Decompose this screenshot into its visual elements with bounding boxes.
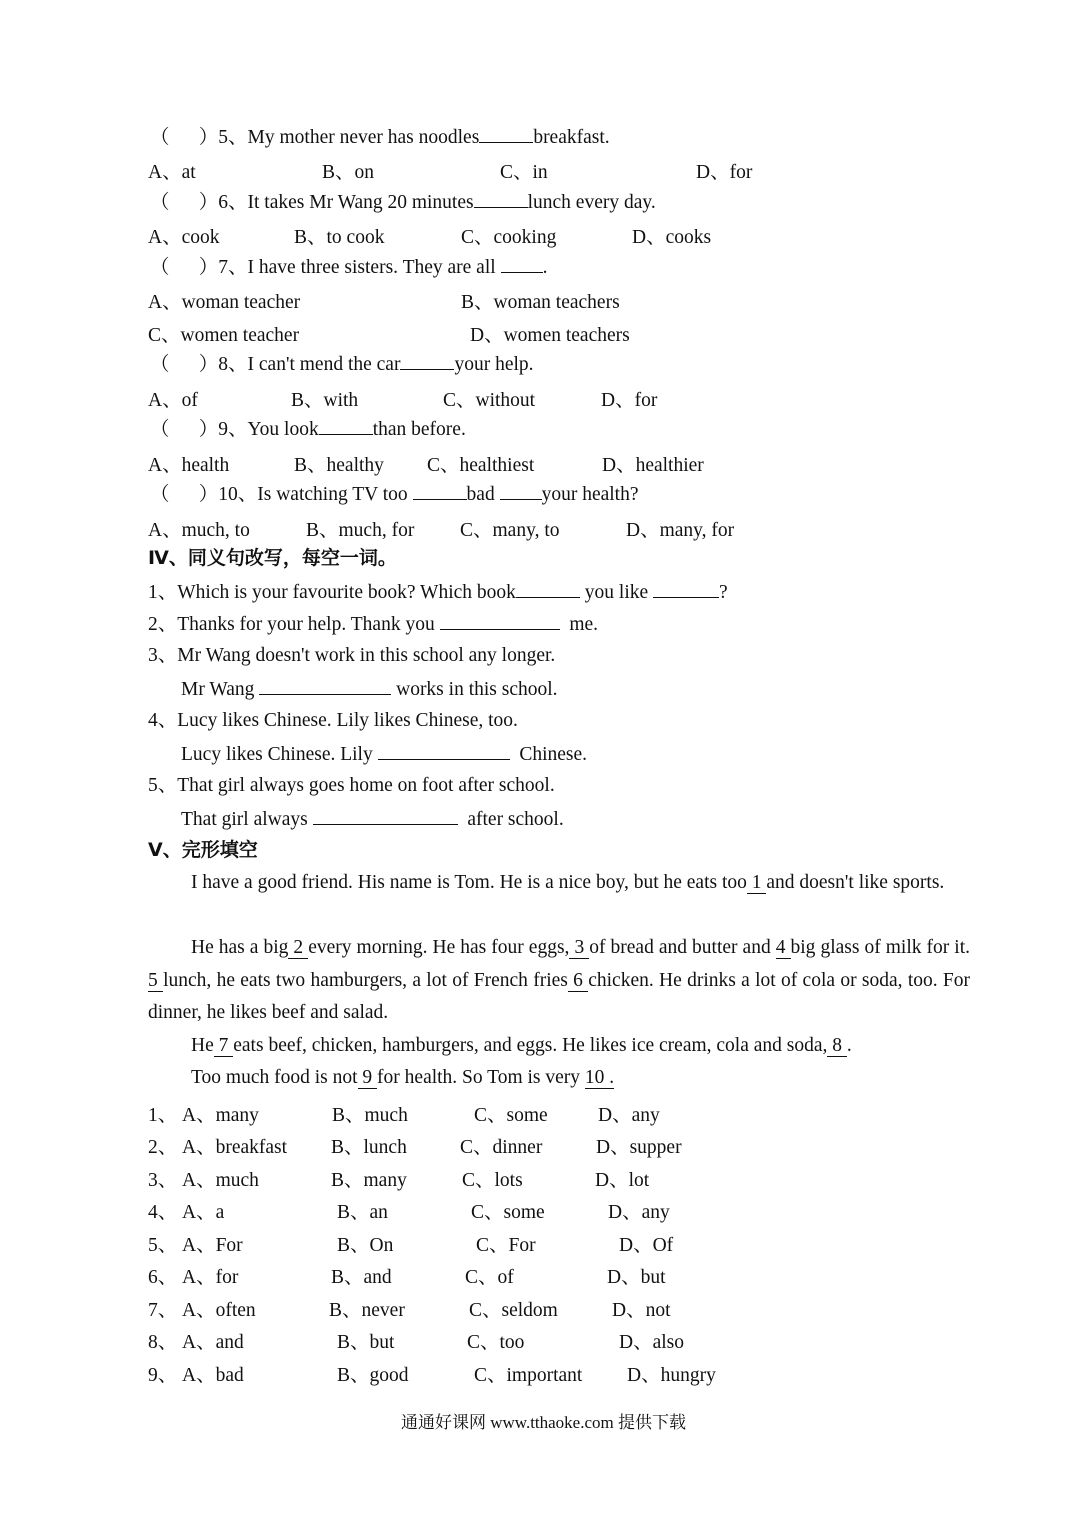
choice-number: 8、 xyxy=(148,1332,178,1353)
answer-blank[interactable] xyxy=(501,254,543,273)
option-a: A、many xyxy=(182,1105,259,1126)
option-d: D、not xyxy=(612,1300,671,1321)
answer-blank[interactable] xyxy=(474,189,528,208)
choice-number: 2、 xyxy=(148,1137,178,1158)
choice-number: 5、 xyxy=(148,1235,178,1256)
option-c: C、women teacher xyxy=(148,325,300,346)
rewrite-item-2: 2、Thanks for your help. Thank you me. xyxy=(148,611,598,635)
answer-paren: （ ）10、 xyxy=(150,484,258,505)
option-c: C、of xyxy=(465,1267,514,1288)
option-a: A、a xyxy=(182,1202,225,1223)
answer-blank[interactable] xyxy=(378,741,510,760)
choice-number: 3、 xyxy=(148,1170,178,1191)
option-b: B、woman teachers xyxy=(461,292,620,313)
option-a: A、bad xyxy=(182,1365,244,1386)
cloze-blank-9[interactable]: 9 xyxy=(357,1067,378,1088)
cloze-paragraph-4: Too much food is not 9 for health. So Tom is very 10 . xyxy=(191,1067,615,1088)
option-b: B、much, for xyxy=(306,520,415,541)
option-a: A、often xyxy=(182,1300,256,1321)
option-c: C、some xyxy=(471,1202,545,1223)
option-a: A、For xyxy=(182,1235,243,1256)
choice-number: 4、 xyxy=(148,1202,178,1223)
cloze-paragraph-2: He has a big 2 every morning. He has four eggs, 3 of bread and butter and 4 big glass of milk for it. 5 lunch, he eats two hamburgers, a lot of French fries 6 chicken. He drinks a lot of cola or soda, too. For dinner, he likes beef and salad. xyxy=(148,937,971,1023)
cloze-blank-8[interactable]: 8 xyxy=(827,1035,847,1056)
option-b: B、and xyxy=(331,1267,392,1288)
cloze-blank-4[interactable]: 4 xyxy=(775,937,791,958)
rewrite-item-3-target: Mr Wang works in this school. xyxy=(181,676,558,700)
section-5-heading: Ⅴ、完形填空 xyxy=(148,839,258,861)
question-5: （ ）5、My mother never has noodles breakfast. xyxy=(150,124,610,148)
option-c: C、cooking xyxy=(461,227,557,248)
option-d: D、for xyxy=(601,390,658,411)
option-a: A、and xyxy=(182,1332,244,1353)
answer-blank[interactable] xyxy=(400,351,454,370)
option-b: B、much xyxy=(332,1105,408,1126)
option-d: D、supper xyxy=(596,1137,682,1158)
rewrite-item-3: 3、Mr Wang doesn't work in this school any longer. xyxy=(148,645,556,666)
option-b: B、healthy xyxy=(294,455,384,476)
answer-paren: （ ）6、 xyxy=(150,192,248,213)
rewrite-item-5: 5、That girl always goes home on foot after school. xyxy=(148,775,555,796)
cloze-blank-6[interactable]: 6 xyxy=(567,969,589,991)
answer-paren: （ ）8、 xyxy=(150,354,248,375)
option-a: A、woman teacher xyxy=(148,292,301,313)
option-a: A、breakfast xyxy=(182,1137,288,1158)
answer-blank[interactable] xyxy=(500,481,542,500)
cloze-paragraph-3: He 7 eats beef, chicken, hamburgers, and eggs. He likes ice cream, cola and soda, 8 . xyxy=(191,1035,852,1056)
cloze-blank-7[interactable]: 7 xyxy=(213,1035,234,1056)
question-9: （ ）9、You look than before. xyxy=(150,416,466,440)
answer-blank[interactable] xyxy=(259,676,391,695)
option-d: D、Of xyxy=(619,1235,674,1256)
option-c: C、too xyxy=(467,1332,525,1353)
option-d: D、healthier xyxy=(602,455,704,476)
option-a: A、much xyxy=(182,1170,259,1191)
option-b: B、to cook xyxy=(294,227,385,248)
rewrite-item-4-target: Lucy likes Chinese. Lily Chinese. xyxy=(181,741,587,765)
option-d: D、but xyxy=(607,1267,666,1288)
cloze-blank-10[interactable]: 10 xyxy=(584,1067,605,1088)
question-6: （ ）6、It takes Mr Wang 20 minutes lunch every day. xyxy=(150,189,656,213)
choice-number: 6、 xyxy=(148,1267,178,1288)
question-7: （ ）7、I have three sisters. They are all . xyxy=(150,254,547,278)
option-b: B、many xyxy=(331,1170,407,1191)
option-d: D、many, for xyxy=(626,520,735,541)
answer-paren: （ ）7、 xyxy=(150,257,248,278)
section-4-heading: Ⅳ、同义句改写，每空一词。 xyxy=(148,547,397,569)
choice-number: 7、 xyxy=(148,1300,178,1321)
cloze-blank-5[interactable]: 5 xyxy=(148,969,164,991)
option-c: C、healthiest xyxy=(427,455,535,476)
answer-paren: （ ）9、 xyxy=(150,419,248,440)
option-c: C、seldom xyxy=(469,1300,558,1321)
option-b: B、On xyxy=(337,1235,394,1256)
option-c: C、in xyxy=(500,162,548,183)
option-c: C、For xyxy=(476,1235,536,1256)
option-a: A、cook xyxy=(148,227,220,248)
option-c: C、lots xyxy=(462,1170,523,1191)
option-b: B、on xyxy=(322,162,375,183)
answer-blank[interactable] xyxy=(653,579,719,598)
answer-blank[interactable] xyxy=(319,416,373,435)
cloze-blank-2[interactable]: 2 xyxy=(288,937,309,958)
answer-blank[interactable] xyxy=(516,579,580,598)
page-footer: 通通好课网 www.tthaoke.com 提供下载 xyxy=(400,1413,687,1432)
option-b: B、but xyxy=(337,1332,395,1353)
option-d: D、cooks xyxy=(632,227,712,248)
choice-number: 9、 xyxy=(148,1365,178,1386)
option-d: D、lot xyxy=(595,1170,650,1191)
cloze-blank-1[interactable]: 1 xyxy=(746,872,767,893)
option-a: A、at xyxy=(148,162,196,183)
question-10: （ ）10、Is watching TV too bad your health? xyxy=(150,481,639,505)
option-a: A、much, to xyxy=(148,520,250,541)
answer-blank[interactable] xyxy=(313,806,458,825)
option-b: B、good xyxy=(337,1365,409,1386)
cloze-blank-3[interactable]: 3 xyxy=(569,937,590,958)
option-d: D、any xyxy=(608,1202,670,1223)
option-c: C、many, to xyxy=(460,520,560,541)
option-a: A、for xyxy=(182,1267,239,1288)
answer-blank[interactable] xyxy=(413,481,467,500)
question-8: （ ）8、I can't mend the car your help. xyxy=(150,351,534,375)
choice-number: 1、 xyxy=(148,1105,178,1126)
option-b: B、never xyxy=(329,1300,405,1321)
option-d: D、hungry xyxy=(627,1365,716,1386)
option-d: D、for xyxy=(696,162,753,183)
option-b: B、lunch xyxy=(331,1137,407,1158)
option-c: C、some xyxy=(474,1105,548,1126)
option-d: D、also xyxy=(619,1332,684,1353)
rewrite-item-1: 1、Which is your favourite book? Which book you like ? xyxy=(148,579,728,603)
rewrite-item-5-target: That girl always after school. xyxy=(181,806,564,830)
answer-blank[interactable] xyxy=(479,124,533,143)
option-b: B、with xyxy=(291,390,359,411)
answer-paren: （ ）5、 xyxy=(150,127,248,148)
rewrite-item-4: 4、Lucy likes Chinese. Lily likes Chinese, too. xyxy=(148,710,518,731)
option-a: A、health xyxy=(148,455,230,476)
option-c: C、important xyxy=(474,1365,583,1386)
option-d: D、any xyxy=(598,1105,660,1126)
option-a: A、of xyxy=(148,390,198,411)
option-c: C、without xyxy=(443,390,536,411)
option-c: C、dinner xyxy=(460,1137,543,1158)
answer-blank[interactable] xyxy=(440,611,560,630)
option-d: D、women teachers xyxy=(470,325,630,346)
option-b: B、an xyxy=(337,1202,388,1223)
cloze-paragraph-1: I have a good friend. His name is Tom. He is a nice boy, but he eats too 1 and doesn't like sports. xyxy=(191,872,945,893)
